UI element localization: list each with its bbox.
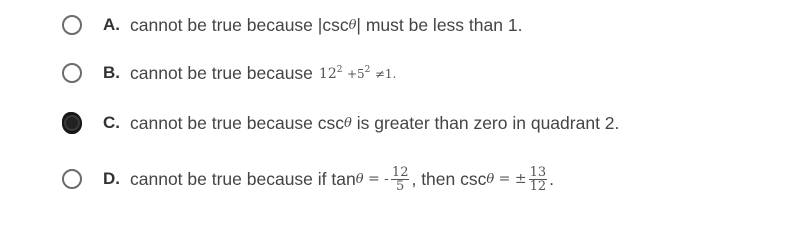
radio-button-c-selected[interactable] [62, 112, 82, 134]
option-a-suffix: | must be less than 1. [356, 14, 523, 35]
equals-plus-minus: = ± [494, 171, 527, 187]
option-a-prefix: cannot be true because |csc [130, 14, 349, 35]
option-text-c [130, 113, 619, 134]
fraction-numerator: 12 [391, 164, 409, 180]
expr-plus-5: +5 [346, 66, 365, 81]
option-d-end: . [549, 168, 554, 189]
radio-button-d[interactable] [62, 169, 82, 189]
radio-button-a[interactable] [62, 15, 82, 35]
equals-minus: = - [363, 171, 389, 187]
option-text-b [130, 63, 396, 84]
option-letter-b: B. [103, 63, 120, 82]
option-letter-c: C. [103, 113, 120, 132]
option-b-expression [319, 65, 396, 82]
expr-base-12: 12 [318, 65, 337, 82]
theta-symbol: θ [355, 171, 364, 187]
option-d-mid: , then csc [411, 168, 487, 189]
fraction-thirteen-twelfths [529, 166, 548, 193]
option-letter-a: A. [103, 15, 120, 34]
expr-not-equal-one: ≠1. [374, 66, 397, 81]
option-text-a [130, 15, 522, 36]
expr-exponent-1: 2 [336, 64, 343, 75]
theta-symbol: θ [348, 17, 357, 33]
fraction-twelve-fifths [391, 166, 410, 193]
radio-button-b[interactable] [62, 63, 82, 83]
expr-exponent-2: 2 [364, 64, 371, 75]
option-b-prefix: cannot be true because [130, 62, 313, 83]
option-c-prefix: cannot be true because csc [130, 112, 345, 133]
answer-option-c[interactable] [62, 107, 619, 139]
theta-symbol: θ [486, 171, 495, 187]
answer-option-a[interactable] [62, 9, 522, 41]
option-c-suffix: is greater than zero in quadrant 2. [351, 112, 620, 133]
option-d-prefix: cannot be true because if tan [130, 168, 356, 189]
answer-option-d[interactable] [62, 157, 554, 201]
fraction-denominator: 12 [529, 178, 547, 194]
answer-option-b[interactable] [62, 57, 396, 89]
theta-symbol: θ [344, 115, 352, 131]
option-letter-d: D. [103, 169, 120, 188]
fraction-denominator: 5 [396, 178, 405, 194]
option-text-d [130, 166, 554, 193]
fraction-numerator: 13 [529, 164, 547, 180]
